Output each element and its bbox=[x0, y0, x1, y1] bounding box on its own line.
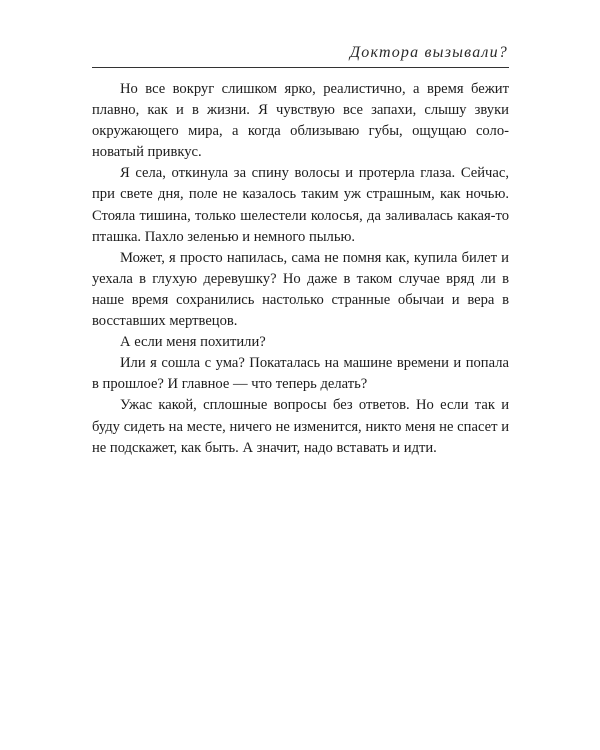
running-head-title: Доктора вызывали? bbox=[349, 44, 508, 61]
paragraph: Но все вокруг слишком ярко, реалистично, а время бежит плавно, как и в жизни. Я чувствую все запахи, слышу звуки окружающего мира, а когда облизываю губы, ощущаю солоноватый привкус. bbox=[92, 81, 509, 161]
paragraph: Или я сошла с ума? Покаталась на машине времени и попала в прошлое? И главное — что теперь делать? bbox=[92, 355, 509, 393]
paragraph: Я села, откинула за спину волосы и протерла глаза. Сейчас, при свете дня, поле не казалось таким уж страшным, как ночью. Стояла тишина, только шелестели колосья, да заливалась какая-то пташка. Пахло зеленью и немного пылью. bbox=[92, 165, 509, 245]
paragraph: Может, я просто напилась, сама не помня как, купила билет и уехала в глухую деревушку? Но даже в таком случае вряд ли в наше время сохранились настолько странные обычаи и вера в восставших мертвецов. bbox=[92, 249, 509, 330]
header-rule bbox=[92, 67, 509, 68]
paragraph: А если меня похитили? bbox=[120, 334, 266, 351]
paragraph: Ужас какой, сплошные вопросы без ответов. Но если так и буду сидеть на месте, ничего не изменится, никто меня не спасет и не подскажет, как быть. А значит, надо вставать и идти. bbox=[92, 397, 509, 456]
body-text bbox=[92, 79, 509, 459]
